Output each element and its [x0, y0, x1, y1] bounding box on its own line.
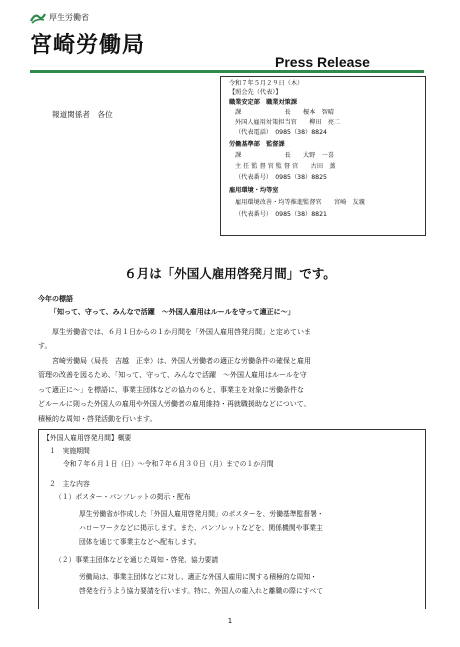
office-name: 宮崎労働局 [30, 33, 146, 58]
summary-sub-2-text: 労働局は、事業主団体などに対し、適正な外国人雇用に関する積極的な周知・ 啓発を行うよう協力要請を行います。特に、外国人の雇入れと離職の際にすべて [79, 573, 324, 595]
theme-heading: 今年の標語 [38, 295, 73, 303]
summary-box [38, 429, 426, 609]
contact-dept-2: 労働基準部 監督課 [229, 141, 285, 148]
contact-phone: （代表番号） 0985（38）8825 [235, 174, 327, 181]
contact-phone: （代表番号） 0985（38）8821 [235, 211, 327, 218]
contact-line: 雇用環境改善・均等推進監督官 宮崎 友親 [235, 199, 365, 206]
page-number: 1 [227, 617, 233, 625]
intro-paragraph: 厚生労働省では、６月１日からの１か月間を「外国人雇用啓発月間」と定めていま す。 [38, 328, 311, 351]
summary-sub-1-text: 厚生労働省が作成した「外国人雇用啓発月間」のポスターを、労働基準監督署・ ハローワークなどに掲示します。また、パンフレットなどを、関係機関や事業主 団体を通じて事業主などへ配布します。 [79, 510, 324, 546]
ministry-logo-icon [30, 11, 46, 25]
release-date: 令和７年５月２９日（木） [229, 80, 304, 87]
headline: ６月は「外国人雇用啓発月間」です。 [124, 266, 336, 281]
inquiry-label: 【照会先（代表）】 [229, 89, 282, 96]
contact-phone: （代表電話） 0985（38）8824 [235, 129, 327, 136]
summary-title: 【外国人雇用啓発月間】概要 [43, 434, 132, 442]
addressee: 報道関係者 各位 [52, 110, 113, 119]
summary-item-1-text: 令和７年６月１日（日）～令和７年６月３０日（月）までの１か月間 [63, 460, 274, 468]
contact-dept-3: 雇用環境・均等室 [229, 187, 279, 194]
press-release-label: Press Release [275, 54, 370, 70]
summary-item-1-label: １ 実施期間 [49, 447, 90, 455]
summary-sub-2-label: （２）事業主団体などを通じた周知・啓発、協力要請 [55, 556, 219, 564]
summary-item-2-label: ２ 主な内容 [49, 480, 90, 488]
header-rule [30, 70, 424, 73]
contact-line: 主 任 監 督 官 監 督 官 古田 蒸 [235, 163, 336, 170]
body-paragraph: 宮崎労働局（局長 吉越 正幸）は、外国人労働者の適正な労働条件の確保と雇用 管理の改善を図るため、「知って、守って、みんなで活躍 ～外国人雇用はルールを守 って適正に～」を標語に、事業主団体などの協力のもと、事業主を対象に労働条件な どルールに則った外国人の雇用や外国人労働者の雇用維持・再就職援助などについて、 積極的な周知・啓発活動を行います。 [38, 357, 311, 423]
ministry-name: 厚生労働省 [49, 13, 89, 22]
summary-sub-1-label: （１）ポスター・パンフレットの掲示・配布 [55, 493, 191, 501]
contact-box [220, 76, 426, 236]
contact-line: 外国人雇用対策担当官 柳田 亮二 [235, 119, 341, 126]
theme-slogan: 「知って、守って、みんなで活躍 ～外国人雇用はルールを守って適正に～」 [50, 308, 295, 316]
contact-line: 課 長 大野 一喜 [235, 152, 334, 159]
contact-dept-1: 職業安定部 職業対策課 [229, 99, 298, 106]
contact-line: 課 長 榎本 智晴 [235, 109, 334, 116]
